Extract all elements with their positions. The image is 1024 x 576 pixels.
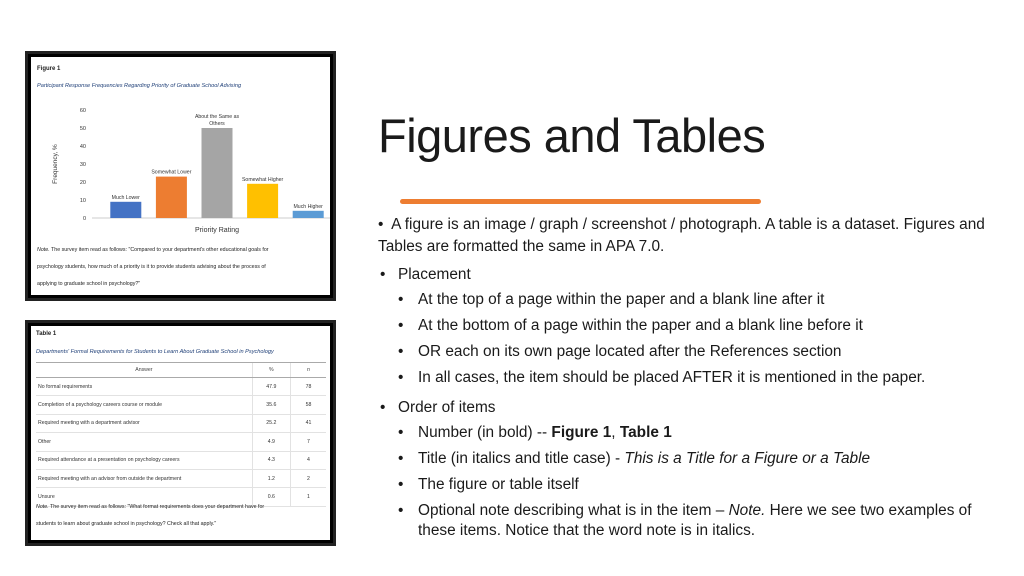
bar-data-label: Somewhat Higher	[241, 176, 284, 183]
table-row	[36, 378, 326, 396]
bar-data-label: About the Same as	[194, 114, 240, 120]
intro-bullet: • A figure is an image / graph / screenshot / photograph. A table is a dataset. Figures and Tables are formatted the same in APA 7.0.	[378, 216, 985, 255]
title-example: This is a Title for a Figure or a Table	[624, 450, 871, 467]
y-tick-label: 0	[82, 216, 86, 222]
table-row	[36, 396, 326, 414]
table-example-content	[34, 329, 327, 537]
table-cell-n: 1	[290, 488, 326, 506]
placement-item: • At the top of a page within the paper and a blank line after it	[378, 287, 1008, 313]
intro-text: A figure is an image / graph / screenshot / photograph. A table is a dataset. Figures and Tables are formatted the same in APA 7.0.	[378, 216, 985, 255]
bar-data-label: Much Lower	[111, 194, 140, 201]
table-cell-percent: 4.3	[252, 451, 290, 469]
order-item-number	[378, 420, 1008, 446]
note-word: Note.	[728, 502, 766, 519]
table-header-answer: Answer	[36, 363, 252, 378]
slide-body	[378, 214, 1008, 541]
figure-note-line2: psychology students, how much of a priority is it to provide students advising about the process of	[37, 264, 266, 270]
y-tick-label: 20	[79, 180, 86, 186]
table-note-line1: The survey item read as follows: "What format requirements does your department have for	[48, 504, 265, 510]
placement-item: • At the bottom of a page within the paper and a blank line before it	[378, 313, 1008, 339]
bar-data-label: Others	[209, 121, 225, 127]
table-label: Table 1	[36, 331, 57, 337]
table-row	[36, 433, 326, 451]
table-cell-n: 58	[290, 396, 326, 414]
bar	[293, 211, 324, 218]
table-cell-answer: Other	[36, 433, 252, 451]
number-prefix: Number (in bold) --	[418, 424, 552, 441]
table-row	[36, 451, 326, 469]
figure-note-line3: applying to graduate school in psychology?"	[37, 281, 141, 287]
y-tick-label: 40	[79, 144, 86, 150]
table-body	[36, 378, 326, 507]
bar-data-label: Much Higher	[293, 203, 323, 210]
table-note-line2: students to learn about graduate school in psychology? Check all that apply."	[36, 521, 217, 527]
table-cell-percent: 47.9	[252, 378, 290, 396]
figure-example-image	[25, 51, 336, 301]
mini-data-table	[36, 362, 326, 507]
table-cell-n: 2	[290, 469, 326, 487]
table-cell-answer: No formal requirements	[36, 378, 252, 396]
table-cell-n: 78	[290, 378, 326, 396]
figure-label: Figure 1	[37, 66, 61, 72]
placement-item: • OR each on its own page located after the References section	[378, 339, 1008, 365]
x-axis-label: Priority Rating	[195, 227, 239, 234]
title-prefix: Title (in italics and title case) -	[418, 450, 625, 467]
bar	[110, 202, 141, 218]
table-header-n: n	[290, 363, 326, 378]
figure-example-content	[34, 60, 327, 292]
note-suffix: Here we see two examples of these items. Notice that the word note is in italics.	[418, 502, 972, 539]
table-row	[36, 469, 326, 487]
number-figure-example: Figure 1	[551, 424, 612, 441]
figure-note-line1: The survey item read as follows: "Compared to your department's other educational goals for	[49, 247, 269, 253]
table-example-image	[25, 320, 336, 546]
order-heading: • Order of items	[378, 397, 1008, 418]
table-note	[36, 499, 330, 533]
y-tick-label: 10	[79, 198, 86, 204]
table-header-row	[36, 363, 326, 378]
figure-note-prefix: Note.	[37, 247, 50, 253]
table-cell-answer: Unsure	[36, 488, 252, 506]
y-tick-label: 50	[79, 126, 86, 132]
table-cell-n: 41	[290, 414, 326, 432]
table-cell-percent: 4.9	[252, 433, 290, 451]
title-underline	[400, 199, 761, 204]
table-cell-percent: 1.2	[252, 469, 290, 487]
table-title: Departments' Formal Requirements for Students to Learn About Graduate School in Psychology	[36, 349, 274, 355]
table-cell-answer: Completion of a psychology careers course or module	[36, 396, 252, 414]
figure-title: Participant Response Frequencies Regarding Priority of Graduate School Advising	[37, 83, 242, 89]
table-cell-percent: 25.2	[252, 414, 290, 432]
table-row	[36, 414, 326, 432]
table-cell-answer: Required meeting with an advisor from outside the department	[36, 469, 252, 487]
y-axis-label: Frequency, %	[52, 144, 59, 184]
bar	[156, 177, 187, 218]
placement-item: • In all cases, the item should be placed AFTER it is mentioned in the paper.	[378, 365, 1008, 391]
bar	[202, 128, 233, 218]
table-cell-n: 7	[290, 433, 326, 451]
table-cell-answer: Required attendance at a presentation on psychology careers	[36, 451, 252, 469]
order-item-note	[378, 498, 1008, 541]
table-cell-answer: Required meeting with a department advisor	[36, 414, 252, 432]
order-item-figure: • The figure or table itself	[378, 472, 1008, 498]
figure-note	[37, 242, 331, 293]
slide-title: Figures and Tables	[378, 109, 766, 162]
bar-data-label: Somewhat Lower	[151, 169, 192, 176]
y-tick-label: 60	[79, 108, 86, 114]
y-tick-label: 30	[79, 162, 86, 168]
note-prefix: Optional note describing what is in the item –	[418, 502, 729, 519]
number-table-example: Table 1	[619, 424, 672, 441]
table-header-percent: %	[252, 363, 290, 378]
table-note-prefix: Note.	[36, 504, 49, 510]
number-separator: ,	[611, 424, 620, 441]
table-cell-percent: 35.6	[252, 396, 290, 414]
bar	[247, 184, 278, 218]
table-cell-n: 4	[290, 451, 326, 469]
order-item-title	[378, 446, 1008, 472]
table-cell-percent: 0.6	[252, 488, 290, 506]
placement-heading: • Placement	[378, 264, 1008, 285]
